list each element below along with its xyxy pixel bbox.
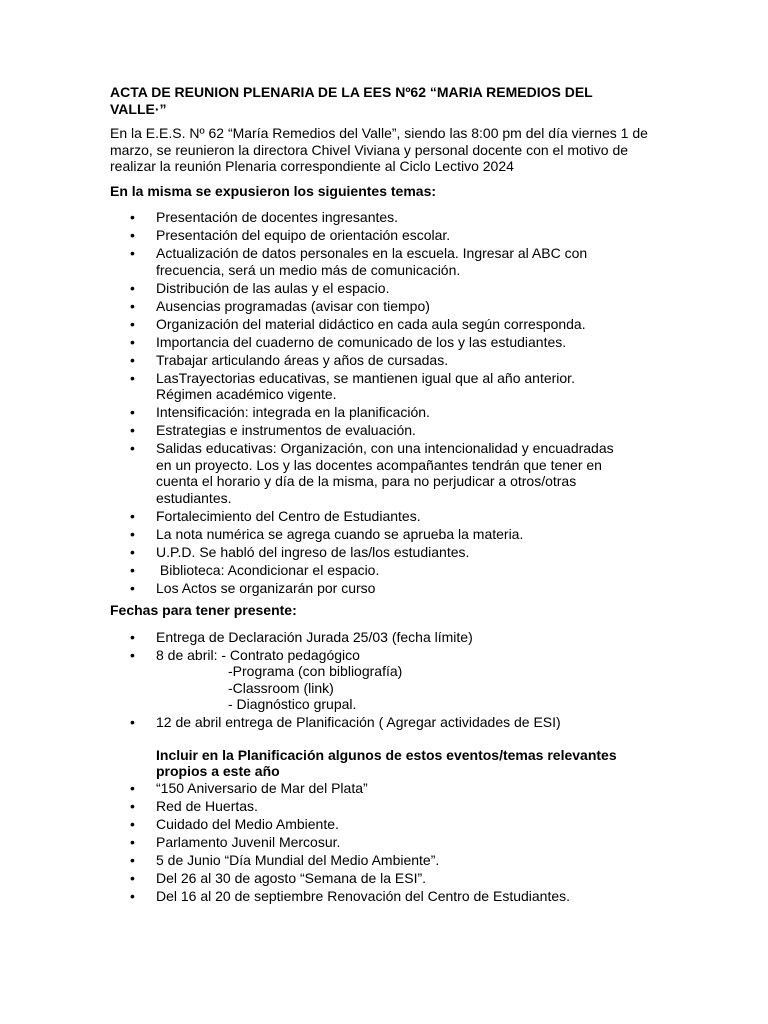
event-item: • Del 16 al 20 de septiembre Renovación del Centro de Estudiantes. [110,888,626,905]
topic-item: • Biblioteca: Acondicionar el espacio. [110,562,626,579]
document-title: ACTA DE REUNION PLENARIA DE LA EES Nº62 “MARIA REMEDIOS DEL VALLE·” [110,84,593,117]
date-subitem: - Diagnóstico grupal. [228,696,357,712]
topic-item: • LasTrayectorias educativas, se mantienen igual que al año anterior. Régimen académico vigente. [110,370,626,403]
topic-item: • Los Actos se organizarán por curso [110,580,626,597]
topic-item: • Salidas educativas: Organización, con una intencionalidad y encuadradas en un proyecto. Los y las docentes acompañantes tendrán que tener en cuenta el horario y día de la misma, para no perjudicar a otros/otras estudiantes. [110,440,626,506]
date-item-first-line: 8 de abril: - Contrato pedagógico [156,646,360,663]
document-page [110,84,670,906]
topic-item: • Importancia del cuaderno de comunicado de los y las estudiantes. [110,334,626,351]
intro-paragraph: En la E.E.S. Nº 62 “María Remedios del Valle”, siendo las 8:00 pm del día viernes 1 de marzo, se reunieron la directora Chivel Viviana y personal docente con el motivo de realizar la reunión Plenaria correspondiente al Ciclo Lectivo 2024 [110,125,648,174]
event-item: • 5 de Junio “Día Mundial del Medio Ambiente”. [110,852,626,869]
events-list [110,780,670,905]
date-subitem: -Classroom (link) [228,679,334,696]
dates-list [110,629,670,731]
date-item: • 12 de abril entrega de Planificación ( Agregar actividades de ESI) [110,714,626,731]
event-item: • “150 Aniversario de Mar del Plata” [110,780,626,797]
event-item: • Cuidado del Medio Ambiente. [110,816,626,833]
topic-item: • Intensificación: integrada en la planificación. [110,404,626,421]
topic-item: • Ausencias programadas (avisar con tiempo) [110,298,626,315]
topic-item: • Distribución de las aulas y el espacio. [110,280,626,297]
topic-item: • La nota numérica se agrega cuando se aprueba la materia. [110,526,626,543]
date-item: • Entrega de Declaración Jurada 25/03 (fecha límite) [110,629,626,646]
dates-heading: Fechas para tener presente: [110,602,297,618]
topic-item: • U.P.D. Se habló del ingreso de las/los estudiantes. [110,544,626,561]
topic-item: • Presentación del equipo de orientación escolar. [110,227,626,244]
topic-item: • Presentación de docentes ingresantes. [110,209,626,226]
event-item: • Del 26 al 30 de agosto “Semana de la ESI”. [110,870,626,887]
topic-item: • Fortalecimiento del Centro de Estudiantes. [110,508,626,525]
event-item: • Red de Huertas. [110,798,626,815]
events-heading: Incluir en la Planificación algunos de estos eventos/temas relevantes propios a este año [156,746,617,779]
topic-item: • Actualización de datos personales en la escuela. Ingresar al ABC con frecuencia, será un medio más de comunicación. [110,245,626,278]
topics-heading: En la misma se expusieron los siguientes temas: [110,182,437,199]
topic-item: • Trabajar articulando áreas y años de cursadas. [110,352,626,369]
topic-item: • Organización del material didáctico en cada aula según corresponda. [110,316,626,333]
topics-list [110,209,670,596]
date-sublist [156,663,626,713]
date-subitem: -Programa (con bibliografía) [228,663,403,679]
date-item [110,647,626,713]
topic-item: • Estrategias e instrumentos de evaluación. [110,422,626,439]
event-item: • Parlamento Juvenil Mercosur. [110,834,626,851]
